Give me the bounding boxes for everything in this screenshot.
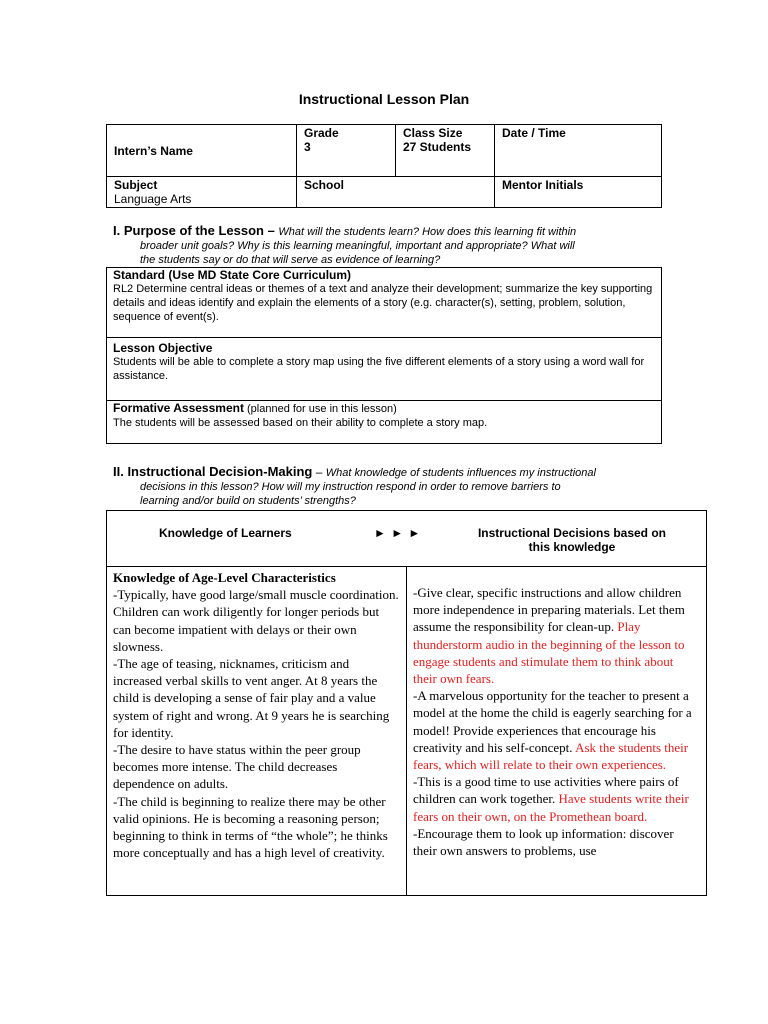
objective-text: Students will be able to complete a story map using the five different elements of a story using a word wall for assistance. — [113, 356, 645, 382]
section-2-lead: II. Instructional Decision-Making — [113, 464, 313, 479]
school-cell — [297, 177, 495, 208]
class-size-value: 27 Students — [403, 140, 472, 154]
section-2-question-3: learning and/or build on students’ strengths? — [140, 495, 356, 507]
knowledge-left-column — [107, 567, 407, 896]
right-paragraph-1-text: -Give clear, specific instructions and allow children more independence in preparing materials. Let them assume the responsibility for clean-up. — [413, 585, 685, 635]
right-paragraph-3-text: -This is a good time to use activities where pairs of children can work together. — [413, 774, 679, 807]
left-paragraph-3: -The desire to have status within the peer group becomes more intense. The child decreases dependence on adults. — [113, 742, 361, 792]
instructional-decisions-header-line-1: Instructional Decisions based on — [477, 526, 667, 540]
assessment-text: The students will be assessed based on their ability to complete a story map. — [113, 417, 488, 429]
knowledge-right-column — [407, 567, 707, 896]
right-paragraph-4: -Encourage them to look up information: discover their own answers to problems, use — [413, 825, 674, 859]
standard-text: RL2 Determine central ideas or themes of a text and analyze their development; summarize the key supporting details and ideas identify and explain the elements of a story (e.g. character(s), setting, problem, solution, sequence of event(s). — [113, 283, 653, 323]
right-paragraph-2-text: -A marvelous opportunity for the teacher to present a model at the home the child is eagerly searching for a model! Provide experiences that encourage his creativity and his self-concept. — [413, 688, 692, 755]
school-label: School — [304, 178, 345, 192]
right-paragraph-2-red: Ask the students their fears, which will relate to their own experiences. — [413, 739, 689, 773]
objective-cell — [107, 338, 662, 401]
assessment-cell — [107, 401, 662, 444]
left-paragraph-2: -The age of teasing, nicknames, criticism and increased verbal skills to vent anger. At 8 years the child is developing a sense of fair play and a value system of right and wrong. At 9 years he is searching for identity. — [113, 656, 390, 740]
assessment-label: Formative Assessment — [113, 401, 244, 415]
age-level-characteristics-title: Knowledge of Age-Level Characteristics — [113, 570, 336, 585]
instructional-decisions-header — [447, 526, 697, 554]
grade-label: Grade — [304, 126, 339, 140]
mentor-cell — [495, 177, 662, 208]
date-time-label: Date / Time — [502, 126, 566, 140]
grade-cell — [297, 125, 396, 177]
section-2-heading — [113, 465, 658, 508]
class-size-cell — [396, 125, 495, 177]
section-1-heading — [113, 224, 658, 267]
subject-value: Language Arts — [114, 192, 192, 206]
subject-label: Subject — [114, 178, 158, 192]
standard-label: Standard (Use MD State Core Curriculum) — [113, 268, 352, 282]
right-paragraph-3-red: Have students write their fears on their own, on the Promethean board. — [413, 791, 689, 824]
lesson-info-table — [106, 124, 662, 208]
knowledge-of-learners-header: Knowledge of Learners — [159, 526, 292, 540]
section-2-question-2: decisions in this lesson? How will my instruction respond in order to remove barriers to — [140, 481, 561, 493]
section-2-dash: – — [312, 465, 326, 479]
knowledge-header — [107, 511, 707, 567]
right-paragraph-1-red: Play thunderstorm audio in the beginning of the lesson to engage students and stimulate them to think about their own fears. — [413, 619, 685, 687]
purpose-table — [106, 267, 662, 444]
objective-label: Lesson Objective — [113, 341, 213, 355]
left-paragraph-4: -The child is beginning to realize there may be other valid opinions. He is becoming a reasoning person; beginning to think in terms of “the whole”; he thinks more conceptually and has a high level of creativity. — [113, 793, 388, 861]
assessment-note: (planned for use in this lesson) — [243, 403, 397, 415]
page-title: Instructional Lesson Plan — [298, 91, 470, 107]
right-paragraph-2 — [413, 687, 700, 773]
standard-cell — [107, 268, 662, 338]
section-1-question-2: broader unit goals? Why is this learning meaningful, important and appropriate? What will — [140, 240, 575, 252]
subject-cell — [107, 177, 297, 208]
instructional-decisions-header-line-2: this knowledge — [528, 540, 616, 554]
arrows-icon: ► ► ► — [374, 526, 422, 540]
date-time-cell — [495, 125, 662, 177]
class-size-label: Class Size — [403, 126, 463, 140]
section-2-question-1: What knowledge of students influences my instructional — [325, 467, 596, 479]
right-paragraph-1 — [413, 584, 700, 687]
section-1-question-3: the students say or do that will serve as evidence of learning? — [140, 254, 441, 266]
interns-name-cell — [107, 125, 297, 177]
mentor-label: Mentor Initials — [502, 178, 584, 192]
grade-value: 3 — [304, 140, 311, 154]
section-1-lead: I. Purpose of the Lesson – — [113, 223, 279, 238]
left-paragraph-1: -Typically, have good large/small muscle coordination. Children can work diligently for longer periods but can become impatient with delays or their own slowness. — [113, 587, 399, 654]
section-1-question-1: What will the students learn? How does this learning fit within — [278, 226, 577, 238]
interns-name-label: Intern’s Name — [114, 143, 193, 158]
right-paragraph-3 — [413, 773, 700, 825]
knowledge-table — [106, 510, 707, 896]
